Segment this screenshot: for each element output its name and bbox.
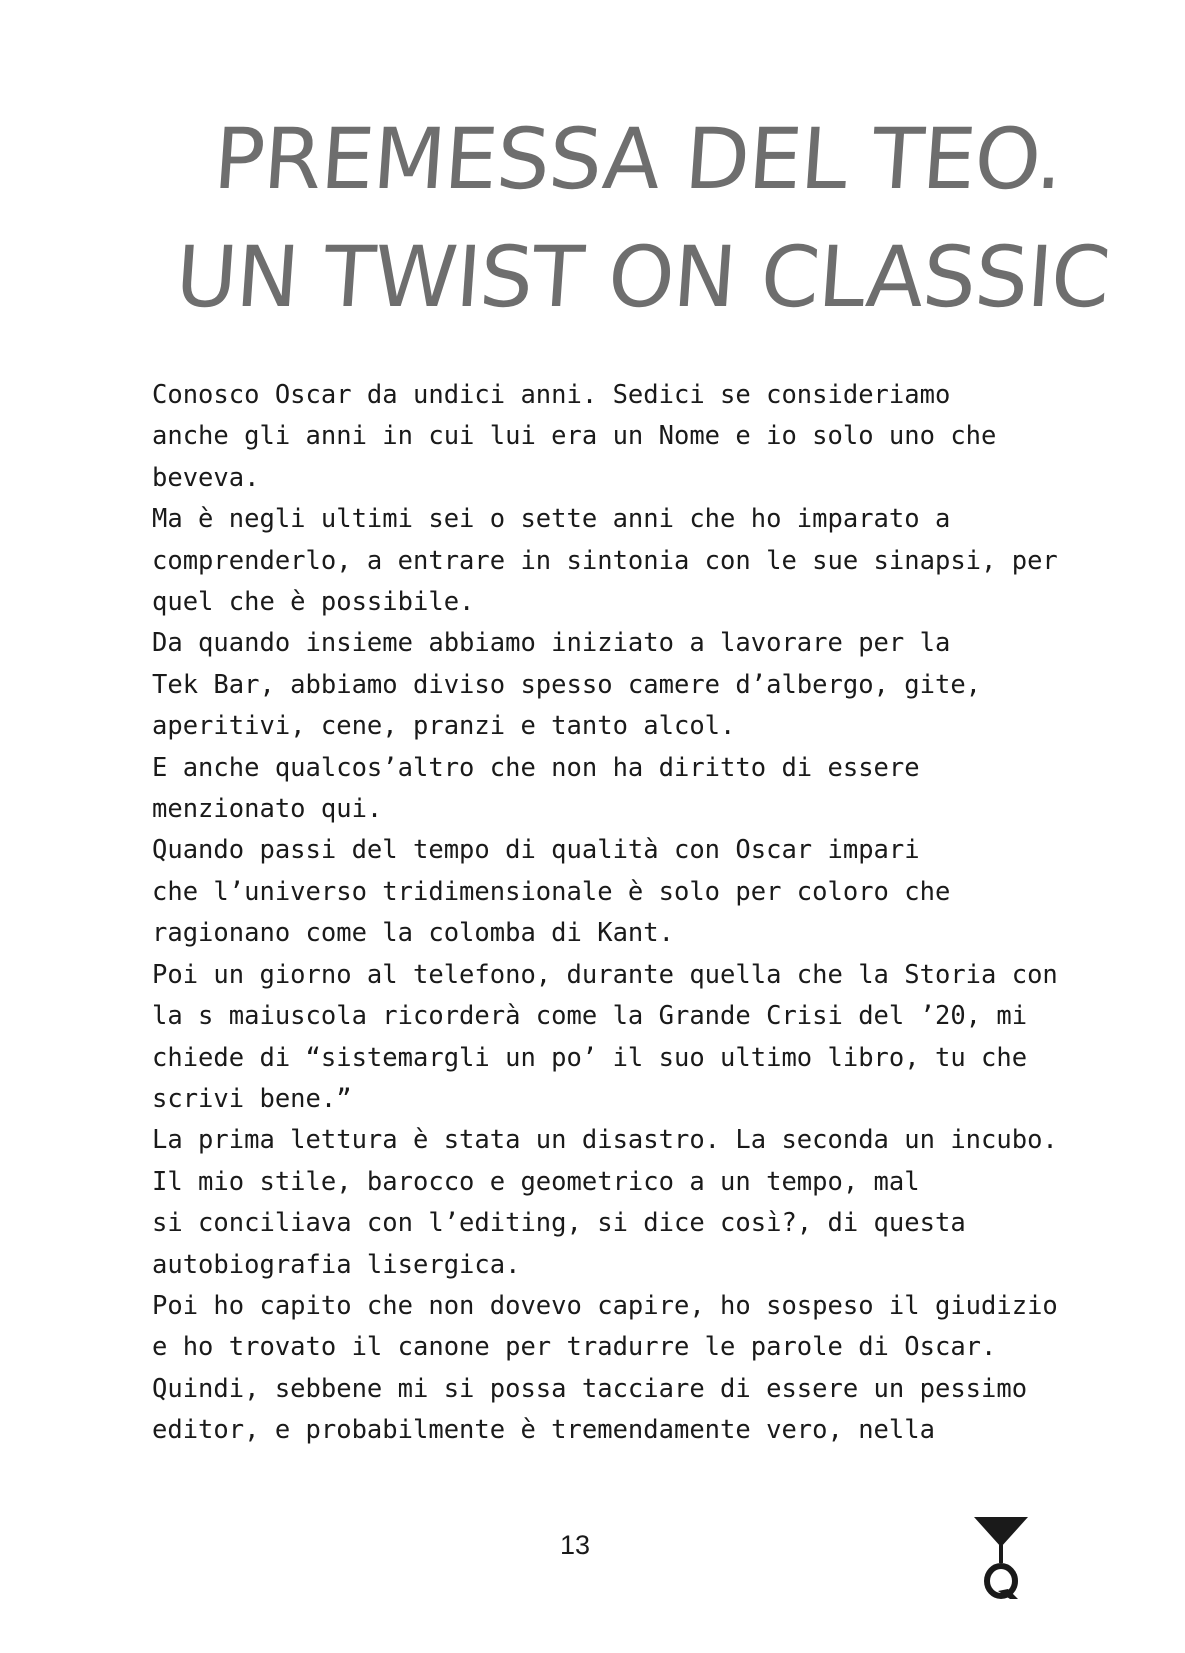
chapter-title-line-1: PREMESSA DEL TEO. [210,110,1066,208]
page-number: 13 [560,1530,591,1560]
chapter-title-line-2: UN TWIST ON CLASSIC [172,228,1113,326]
body-line: comprenderlo, a entrare in sintonia con le sue sinapsi, per [152,545,1058,576]
body-line: Poi un giorno al telefono, durante quella che la Storia con [152,959,1058,990]
body-line: menzionato qui. [152,794,383,825]
body-line: Conosco Oscar da undici anni. Sedici se consideriamo [152,380,951,410]
body-text [152,375,1058,1452]
body-line: Quindi, sebbene mi si possa tacciare di essere un pessimo [152,1373,1028,1404]
body-line: e ho trovato il canone per tradurre le parole di Oscar. [152,1332,997,1363]
body-line: beveva. [152,462,260,493]
body-line: la s maiuscola ricorderà come la Grande Crisi del ’20, mi [152,1001,1028,1032]
body-line: si conciliava con l’editing, si dice così?, di questa [152,1208,966,1239]
body-line: Ma è negli ultimi sei o sette anni che ho imparato a [152,504,951,535]
body-line: anche gli anni in cui lui era un Nome e io solo uno che [152,421,997,452]
body-line: chiede di “sistemargli un po’ il suo ultimo libro, tu che [152,1042,1028,1073]
body-line: editor, e probabilmente è tremendamente vero, nella [152,1415,935,1446]
cocktail-glass-q-logo-icon [974,1517,1028,1601]
body-line: ragionano come la colomba di Kant. [152,918,674,949]
body-line: Il mio stile, barocco e geometrico a un tempo, mal [152,1166,920,1197]
body-line: Quando passi del tempo di qualità con Oscar impari [152,835,920,866]
body-line: che l’universo tridimensionale è solo per coloro che [152,876,951,907]
body-line: quel che è possibile. [152,587,475,618]
body-line: Poi ho capito che non dovevo capire, ho sospeso il giudizio [152,1290,1058,1321]
chapter-title [172,100,1113,336]
body-line: scrivi bene.” [152,1083,352,1114]
body-line: E anche qualcos’altro che non ha diritto di essere [152,752,920,783]
body-line: Da quando insieme abbiamo iniziato a lavorare per la [152,628,951,659]
body-line: La prima lettura è stata un disastro. La seconda un incubo. [152,1125,1058,1156]
body-line: Tek Bar, abbiamo diviso spesso camere d’albergo, gite, [152,669,982,700]
body-line: autobiografia lisergica. [152,1249,521,1280]
body-line: aperitivi, cene, pranzi e tanto alcol. [152,711,736,742]
